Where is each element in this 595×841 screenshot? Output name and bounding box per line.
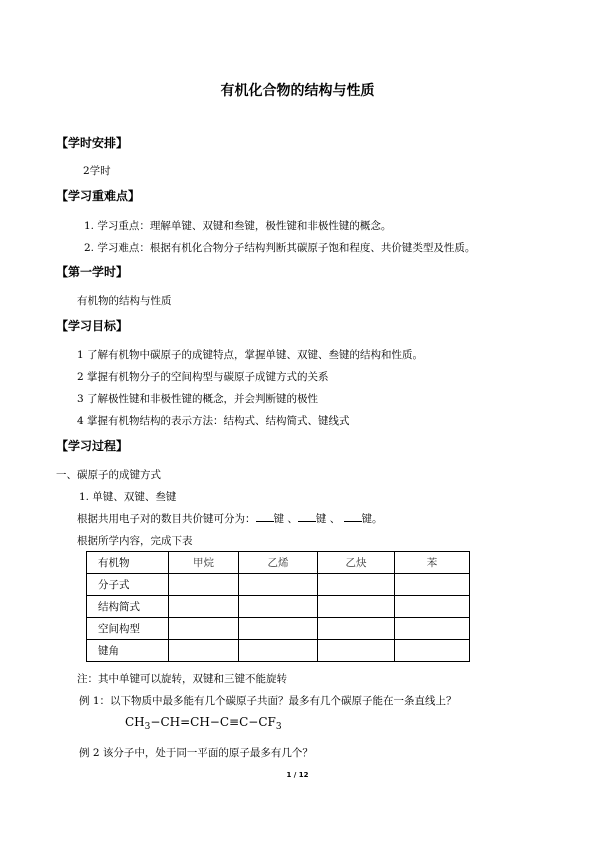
table-cell[interactable]	[395, 596, 470, 618]
table-cell[interactable]	[239, 596, 318, 618]
formula-part: −CH=CH−C≡C−CF	[150, 715, 276, 729]
objective-item: 2 掌握有机物分子的空间构型与碳原子成键方式的关系	[77, 371, 329, 383]
table-cell[interactable]	[318, 596, 395, 618]
section-heading-objectives: 【学习目标】	[56, 319, 129, 333]
page-number: 1 / 12	[286, 771, 309, 779]
table-column-header: 乙炔	[318, 552, 395, 574]
table-column-header: 乙烯	[239, 552, 318, 574]
section-heading-schedule: 【学时安排】	[56, 136, 129, 150]
table-column-header: 苯	[395, 552, 470, 574]
bond-table	[86, 551, 470, 662]
table-header-row	[87, 552, 470, 574]
answer-blank[interactable]	[298, 511, 316, 522]
example-2: 例 2 该分子中，处于同一平面的原子最多有几个？	[79, 747, 313, 759]
table-column-header: 有机物	[87, 552, 169, 574]
fill-unit: 键	[315, 513, 327, 525]
fill-unit: 键	[273, 513, 284, 525]
fill-prefix: 根据共用电子对的数目共价键可分为：	[77, 513, 256, 525]
table-row-header: 结构简式	[87, 596, 169, 618]
key-point-item: 2. 学习难点：根据有机化合物分子结构判断其碳原子饱和程度、共价键类型及性质。	[84, 242, 476, 254]
formula-subscript: 3	[144, 722, 151, 732]
table-row	[87, 596, 470, 618]
note: 注：其中单键可以旋转，双键和三键不能旋转	[77, 673, 287, 685]
objective-item: 1 了解有机物中碳原子的成键特点，掌握单键、双键、叁键的结构和性质。	[77, 349, 424, 361]
fill-in-sentence	[77, 511, 383, 526]
part-title: 一、碳原子的成键方式	[56, 469, 161, 481]
table-cell[interactable]	[318, 618, 395, 640]
table-cell[interactable]	[239, 640, 318, 662]
objective-item: 3 了解极性键和非极性键的概念，并会判断键的极性	[77, 393, 319, 405]
table-cell[interactable]	[318, 640, 395, 662]
table-cell[interactable]	[239, 574, 318, 596]
table-cell[interactable]	[395, 618, 470, 640]
chemical-formula	[125, 715, 282, 732]
section-heading-process: 【学习过程】	[56, 439, 129, 453]
schedule-content: 2学时	[83, 165, 111, 177]
fill-separator: 、	[329, 513, 341, 525]
page-title: 有机化合物的结构与性质	[220, 83, 375, 99]
fill-separator: 、	[287, 513, 298, 525]
section-heading-key-points: 【学习重难点】	[56, 189, 141, 203]
table-cell[interactable]	[395, 640, 470, 662]
table-intro: 根据所学内容，完成下表	[77, 535, 193, 547]
objective-item: 4 掌握有机物结构的表示方法：结构式、结构简式、键线式	[77, 415, 350, 427]
table-cell[interactable]	[169, 640, 239, 662]
section-heading-first-lesson: 【第一学时】	[56, 265, 129, 279]
table-cell[interactable]	[169, 574, 239, 596]
first-lesson-content: 有机物的结构与性质	[77, 295, 172, 307]
table-row-header: 分子式	[87, 574, 169, 596]
key-point-item: 1. 学习重点：理解单键、双键和叁键，极性键和非极性键的概念。	[84, 220, 392, 232]
fill-end: 。	[372, 513, 383, 525]
table-column-header: 甲烷	[169, 552, 239, 574]
table-cell[interactable]	[318, 574, 395, 596]
table-cell[interactable]	[395, 574, 470, 596]
example-1: 例 1：以下物质中最多能有几个碳原子共面？最多有几个碳原子能在一条直线上？	[79, 695, 457, 707]
table-cell[interactable]	[169, 596, 239, 618]
table-row-header: 键角	[87, 640, 169, 662]
table-row	[87, 574, 470, 596]
table-row	[87, 618, 470, 640]
formula-part: CH	[125, 715, 145, 729]
subsection-title: 1. 单键、双键、叁键	[79, 491, 177, 503]
formula-subscript: 3	[275, 722, 282, 732]
fill-unit: 键	[361, 513, 373, 525]
table-cell[interactable]	[169, 618, 239, 640]
table-row	[87, 640, 470, 662]
table-row-header: 空间构型	[87, 618, 169, 640]
answer-blank[interactable]	[256, 511, 274, 522]
answer-blank[interactable]	[344, 511, 362, 522]
table-cell[interactable]	[239, 618, 318, 640]
